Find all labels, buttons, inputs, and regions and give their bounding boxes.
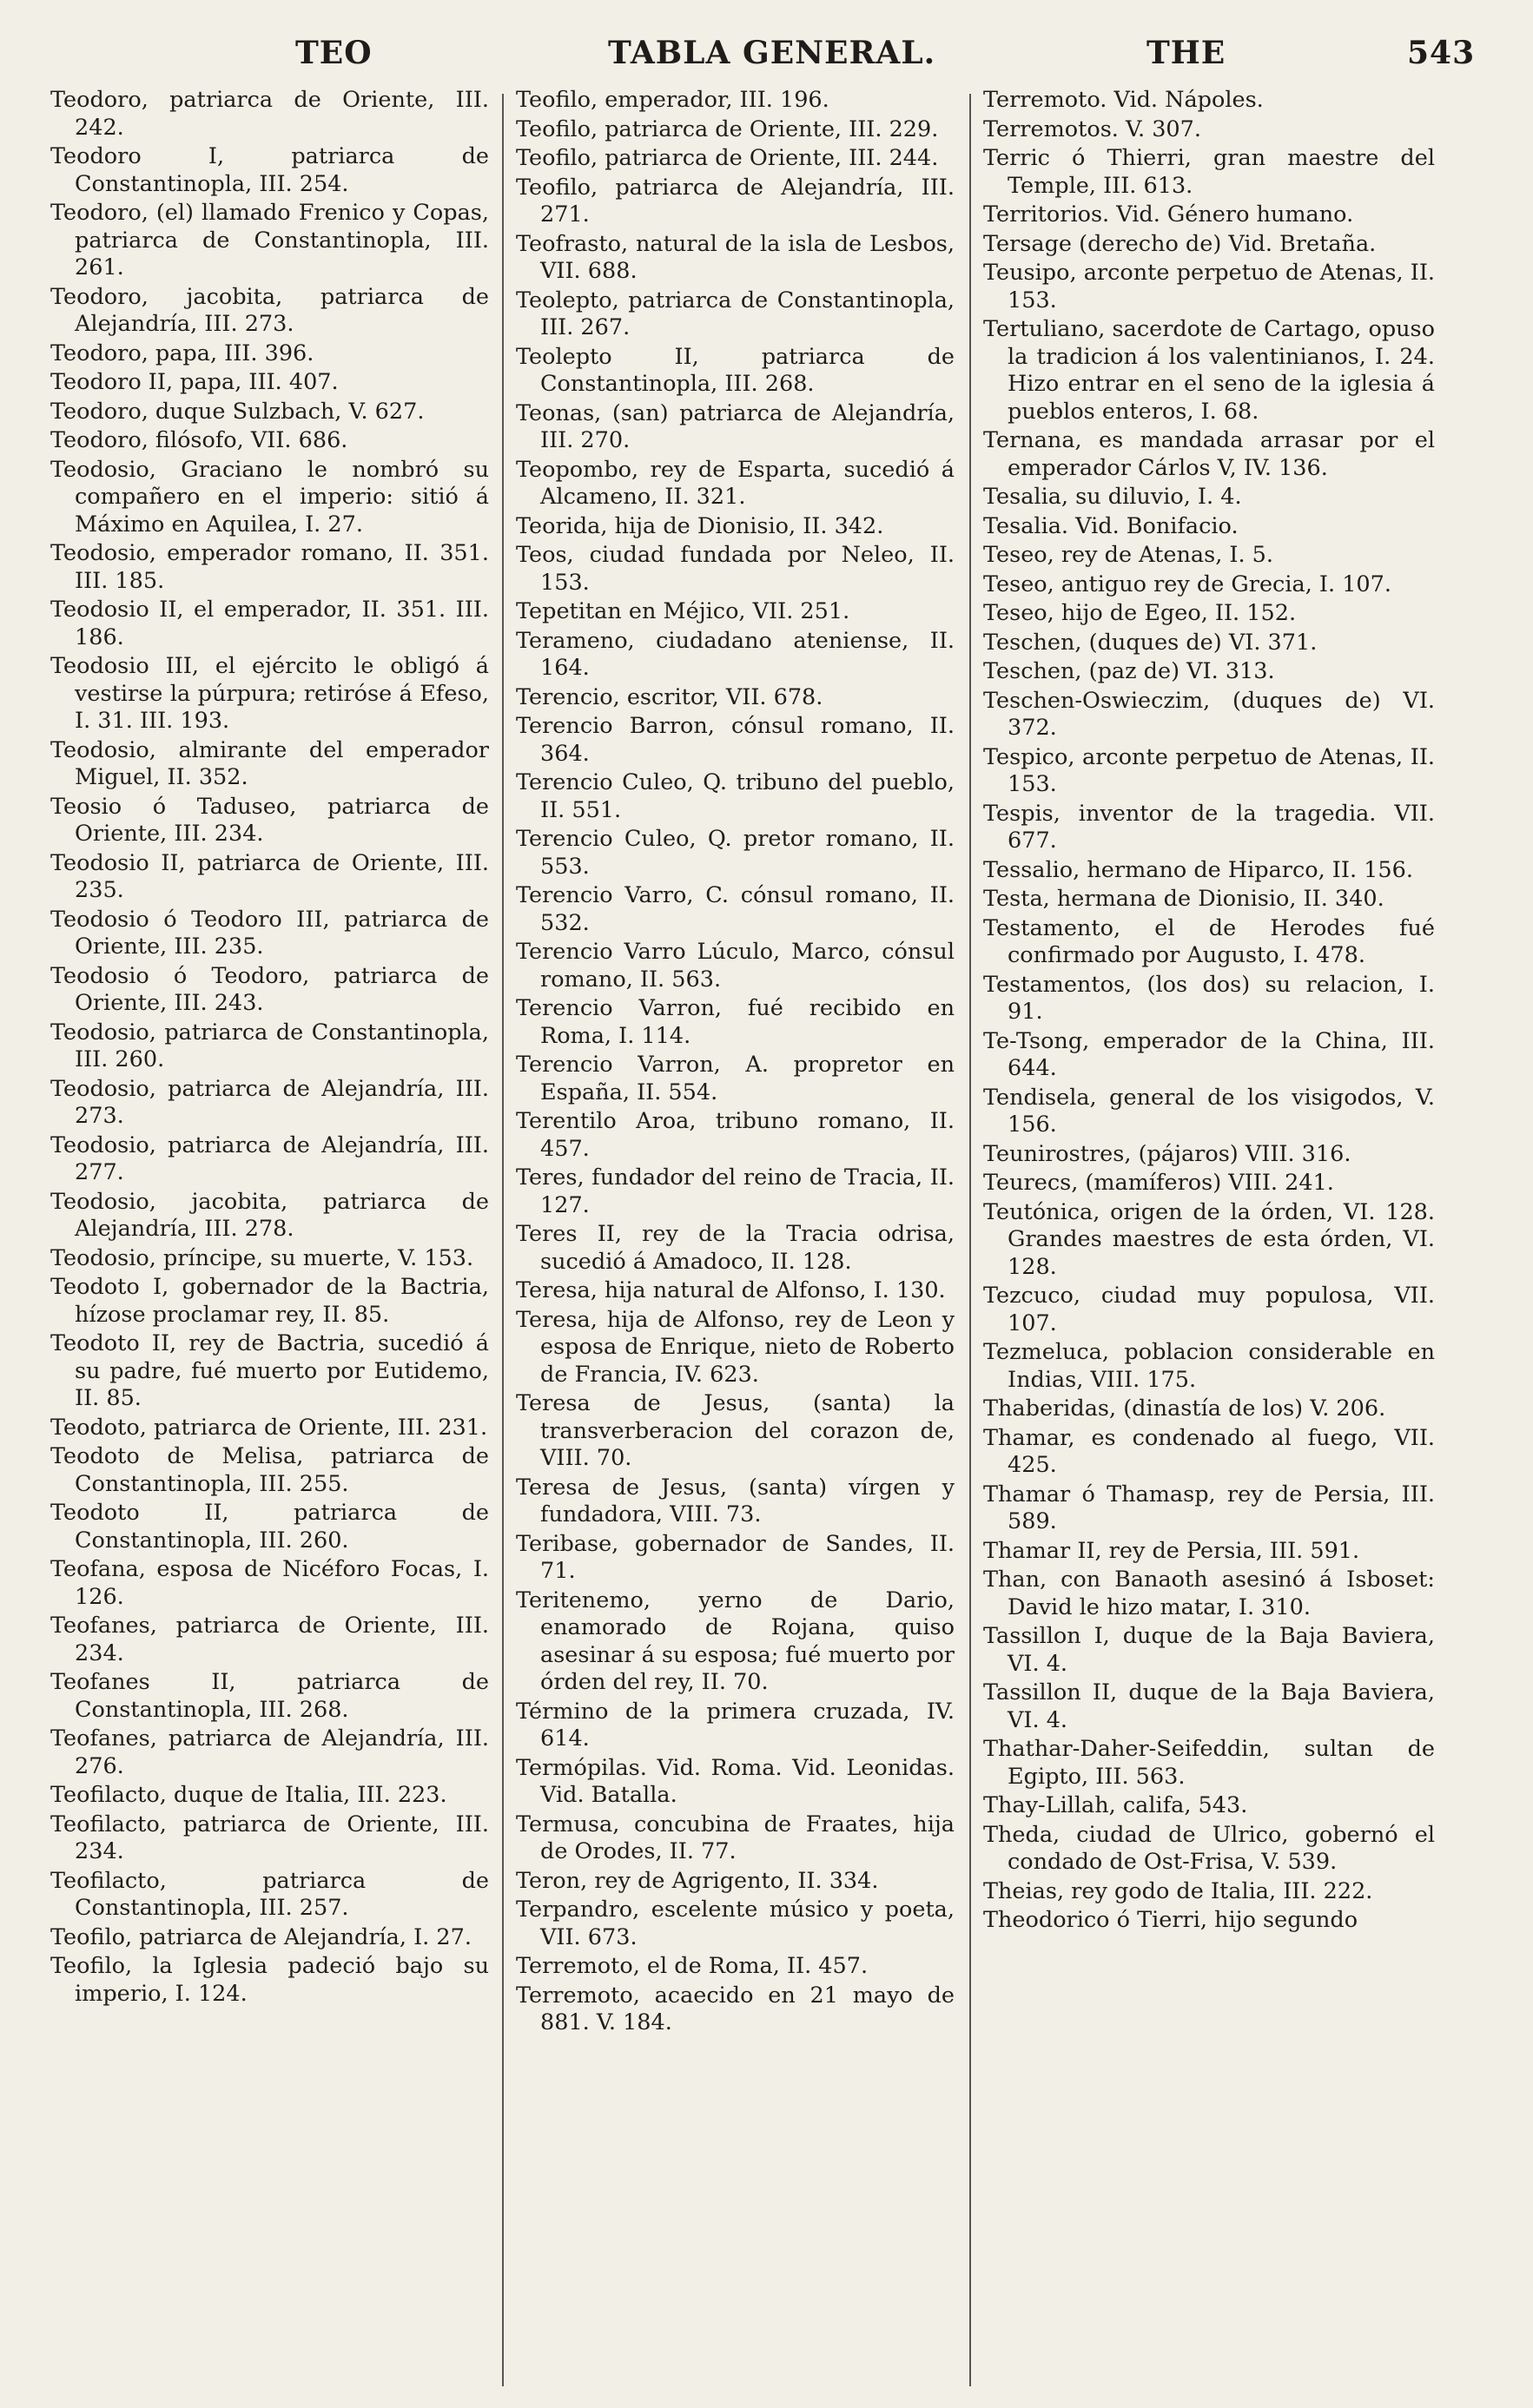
column-divider [502,94,504,2386]
index-entry: Teron, rey de Agrigento, II. 334. [516,1867,879,1894]
index-entry: Teofilacto, patriarca de Oriente, III. 234. [50,1811,489,1864]
index-entry: Tesalia, su diluvio, I. 4. [983,484,1242,510]
index-entry: Teodoro I, patriarca de Constantinopla, III. 254. [50,143,489,197]
index-entry: Terameno, ciudadano ateniense, II. 164. [516,627,955,681]
index-entry: Teseo, rey de Atenas, I. 5. [983,542,1274,568]
index-entry: Teutónica, origen de la órden, VI. 128. Grandes maestres de esta órden, VI. 128. [983,1198,1435,1280]
index-entry: Teofilo, patriarca de Alejandría, I. 27. [50,1923,472,1950]
index-entry: Terencio Varron, A. propretor en España, II. 554. [516,1052,955,1105]
index-entry: Teofrasto, natural de la isla de Lesbos, VII. 688. [516,230,955,284]
index-entry: Teritenemo, yerno de Dario, enamorado de Rojana, quiso asesinar á su esposa; fué muerto por órden del rey, II. 70. [516,1587,955,1695]
index-entry: Teofanes, patriarca de Alejandría, III. 276. [50,1725,489,1779]
index-entry: Tertuliano, sacerdote de Cartago, opuso la tradicion á los valentinianos, I. 24. Hizo entrar en el seno de la iglesia á pueblos enteros, I. 68. [983,316,1435,425]
index-entry: Teodosio ó Teodoro, patriarca de Oriente, III. 243. [50,962,489,1016]
index-entry: Teodoro, patriarca de Oriente, III. 242. [50,87,489,141]
index-entry: Teodosio ó Teodoro III, patriarca de Oriente, III. 235. [50,906,489,960]
index-entry: Teofilo, patriarca de Alejandría, III. 271. [516,174,955,228]
index-entry: Teresa, hija de Alfonso, rey de Leon y esposa de Enrique, nieto de Roberto de Francia, IV. 623. [516,1306,955,1388]
index-entry: Terremoto, acaecido en 21 mayo de 881. V. 184. [516,1982,955,2035]
index-entry: Terencio Varro Lúculo, Marco, cónsul romano, II. 563. [516,939,955,993]
index-entry: Tesalia. Vid. Bonifacio. [983,512,1239,539]
index-entry: Teodosio, almirante del emperador Miguel, II. 352. [50,736,489,790]
index-entry: Teschen-Oswieczim, (duques de) VI. 372. [983,687,1435,741]
index-entry: Theias, rey godo de Italia, III. 222. [983,1877,1373,1904]
index-entry: Terencio Culeo, Q. tribuno del pueblo, II. 551. [516,769,955,823]
index-entry: Terencio Barron, cónsul romano, II. 364. [516,713,955,767]
index-entry: Teofilacto, patriarca de Constantinopla, III. 257. [50,1867,489,1921]
index-entry: Terremotos. V. 307. [983,115,1201,142]
index-entry: Than, con Banaoth asesinó á Isboset: David le hizo matar, I. 310. [983,1567,1435,1620]
index-entry: Teunirostres, (pájaros) VIII. 316. [983,1140,1351,1167]
column-2 [516,87,955,2039]
index-entry: Tassillon II, duque de la Baja Baviera, VI. 4. [983,1679,1435,1733]
index-entry: Teodoro, jacobita, patriarca de Alejandría, III. 273. [50,283,489,337]
index-entry: Teofana, esposa de Nicéforo Focas, I. 126. [50,1556,489,1610]
index-entry: Teodosio, príncipe, su muerte, V. 153. [50,1244,474,1271]
index-entry: Testa, hermana de Dionisio, II. 340. [983,886,1384,912]
index-entry: Teusipo, arconte perpetuo de Atenas, II. 153. [983,260,1435,313]
index-entry: Teodoro, (el) llamado Frenico y Copas, patriarca de Constantinopla, III. 261. [50,200,489,280]
index-entry: Teres, fundador del reino de Tracia, II. 127. [516,1164,955,1218]
index-entry: Teofilo, patriarca de Oriente, III. 229. [516,115,939,142]
index-entry: Teofilo, emperador, III. 196. [516,87,829,113]
index-entry: Termusa, concubina de Fraates, hija de Orodes, II. 77. [516,1811,955,1864]
index-entry: Teodosio, patriarca de Alejandría, III. 273. [50,1075,489,1129]
index-entry: Teodoto II, rey de Bactria, sucedió á su padre, fué muerto por Eutidemo, II. 85. [50,1330,489,1411]
index-entry: Tepetitan en Méjico, VII. 251. [516,598,850,624]
index-entry: Tassillon I, duque de la Baja Baviera, VI. 4. [983,1623,1435,1677]
column-divider [969,94,971,2386]
index-entry: Teodoro, filósofo, VII. 686. [50,427,348,453]
header-left-guide-word: TEO [295,35,373,71]
index-entry: Teolepto, patriarca de Constantinopla, III. 267. [516,287,955,340]
index-entry: Te-Tsong, emperador de la China, III. 644. [983,1027,1435,1081]
index-entry: Teodosio II, patriarca de Oriente, III. 235. [50,849,489,903]
index-entry: Teofilo, patriarca de Oriente, III. 244. [516,145,939,171]
index-entry: Testamentos, (los dos) su relacion, I. 91. [983,971,1435,1025]
index-entry: Teresa de Jesus, (santa) vírgen y fundadora, VIII. 73. [516,1474,955,1527]
index-entry: Thathar-Daher-Seifeddin, sultan de Egipto, III. 563. [983,1736,1435,1790]
page-header [52,35,1476,78]
index-entry: Teodosio, patriarca de Constantinopla, III. 260. [50,1019,489,1072]
column-1 [50,87,489,2009]
index-entry: Teodosio, emperador romano, II. 351. III. 185. [50,540,489,594]
index-entry: Teodoto, patriarca de Oriente, III. 231. [50,1414,488,1441]
index-entry: Thamar ó Thamasp, rey de Persia, III. 589. [983,1481,1435,1534]
index-entry: Teonas, (san) patriarca de Alejandría, III. 270. [516,399,955,453]
index-entry: Teodosio, patriarca de Alejandría, III. 277. [50,1131,489,1185]
index-entry: Teodoto II, patriarca de Constantinopla, III. 260. [50,1500,489,1554]
index-entry: Teodosio, Graciano le nombró su compañero en el imperio: sitió á Máximo en Aquilea, I. 27. [50,456,489,538]
index-entry: Tendisela, general de los visigodos, V. 156. [983,1084,1435,1138]
header-right-guide-word: THE [1146,35,1226,71]
index-entry: Teribase, gobernador de Sandes, II. 71. [516,1530,955,1584]
header-title: TABLA GENERAL. [608,35,936,71]
index-entry: Teofanes, patriarca de Oriente, III. 234. [50,1613,489,1666]
index-entry: Terpandro, escelente músico y poeta, VII. 673. [516,1897,955,1950]
index-entry: Terric ó Thierri, gran maestre del Temple, III. 613. [983,145,1435,199]
index-entry: Terencio Varro, C. cónsul romano, II. 532. [516,882,955,936]
index-entry: Theda, ciudad de Ulrico, gobernó el condado de Ost-Frisa, V. 539. [983,1821,1435,1875]
index-entry: Theodorico ó Tierri, hijo segundo [983,1907,1358,1933]
index-entry: Teos, ciudad fundada por Neleo, II. 153. [516,542,955,596]
index-entry: Terremoto, el de Roma, II. 457. [516,1953,869,1979]
index-entry: Tersage (derecho de) Vid. Bretaña. [983,230,1377,257]
index-entry: Territorios. Vid. Género humano. [983,201,1354,228]
index-entry: Tezmeluca, poblacion considerable en Indias, VIII. 175. [983,1339,1435,1393]
index-entry: Teofanes II, patriarca de Constantinopla, III. 268. [50,1669,489,1723]
index-entry: Término de la primera cruzada, IV. 614. [516,1698,955,1752]
index-entry: Teofilacto, duque de Italia, III. 223. [50,1782,447,1808]
index-entry: Thaberidas, (dinastía de los) V. 206. [983,1395,1386,1422]
index-entry: Teodosio, jacobita, patriarca de Alejandría, III. 278. [50,1188,489,1242]
index-entry: Ternana, es mandada arrasar por el emperador Cárlos V, IV. 136. [983,427,1435,481]
index-entry: Terencio, escritor, VII. 678. [516,683,823,710]
index-entry: Teodoro, papa, III. 396. [50,340,314,366]
column-3 [983,87,1435,1936]
index-entry: Tespico, arconte perpetuo de Atenas, II. 153. [983,743,1435,797]
index-entry: Thay-Lillah, califa, 543. [983,1792,1248,1818]
index-entry: Thamar, es condenado al fuego, VII. 425. [983,1424,1435,1478]
page-number: 543 [1407,35,1476,71]
index-entry: Terremoto. Vid. Nápoles. [983,87,1264,113]
index-entry: Teodoto I, gobernador de la Bactria, hízose proclamar rey, II. 85. [50,1274,489,1328]
index-entry: Teolepto II, patriarca de Constantinopla, III. 268. [516,343,955,397]
index-entry: Teodosio III, el ejército le obligó á vestirse la púrpura; retiróse á Efeso, I. 31. III. 193. [50,653,489,734]
index-entry: Thamar II, rey de Persia, III. 591. [983,1537,1360,1564]
index-entry: Teres II, rey de la Tracia odrisa, sucedió á Amadoco, II. 128. [516,1221,955,1275]
index-entry: Teodoto de Melisa, patriarca de Constantinopla, III. 255. [50,1443,489,1497]
index-entry: Teopombo, rey de Esparta, sucedió á Alcameno, II. 321. [516,456,955,510]
index-entry: Teseo, antiguo rey de Grecia, I. 107. [983,571,1391,597]
index-entry: Terencio Varron, fué recibido en Roma, I. 114. [516,995,955,1049]
index-entry: Terencio Culeo, Q. pretor romano, II. 553. [516,826,955,880]
index-entry: Testamento, el de Herodes fué confirmado por Augusto, I. 478. [983,914,1435,968]
index-entry: Teurecs, (mamíferos) VIII. 241. [983,1170,1334,1196]
index-entry: Teschen, (duques de) VI. 371. [983,629,1318,656]
index-entry: Teodosio II, el emperador, II. 351. III. 186. [50,597,489,650]
index-entry: Teosio ó Taduseo, patriarca de Oriente, III. 234. [50,793,489,847]
index-entry: Teresa de Jesus, (santa) la transverberacion del corazon de, VIII. 70. [516,1390,955,1471]
index-entry: Teseo, hijo de Egeo, II. 152. [983,600,1297,626]
index-entry: Teschen, (paz de) VI. 313. [983,658,1275,684]
index-entry: Teodoro II, papa, III. 407. [50,369,339,395]
index-entry: Teresa, hija natural de Alfonso, I. 130. [516,1277,946,1303]
index-entry: Teorida, hija de Dionisio, II. 342. [516,512,884,539]
index-entry: Tessalio, hermano de Hiparco, II. 156. [983,856,1413,883]
index-entry: Terentilo Aroa, tribuno romano, II. 457. [516,1108,955,1162]
index-entry: Tespis, inventor de la tragedia. VII. 677. [983,800,1435,854]
index-entry: Teodoro, duque Sulzbach, V. 627. [50,398,425,425]
index-entry: Tezcuco, ciudad muy populosa, VII. 107. [983,1283,1435,1336]
index-entry: Termópilas. Vid. Roma. Vid. Leonidas. Vid. Batalla. [516,1754,955,1808]
index-entry: Teofilo, la Iglesia padeció bajo su imperio, I. 124. [50,1953,489,2007]
